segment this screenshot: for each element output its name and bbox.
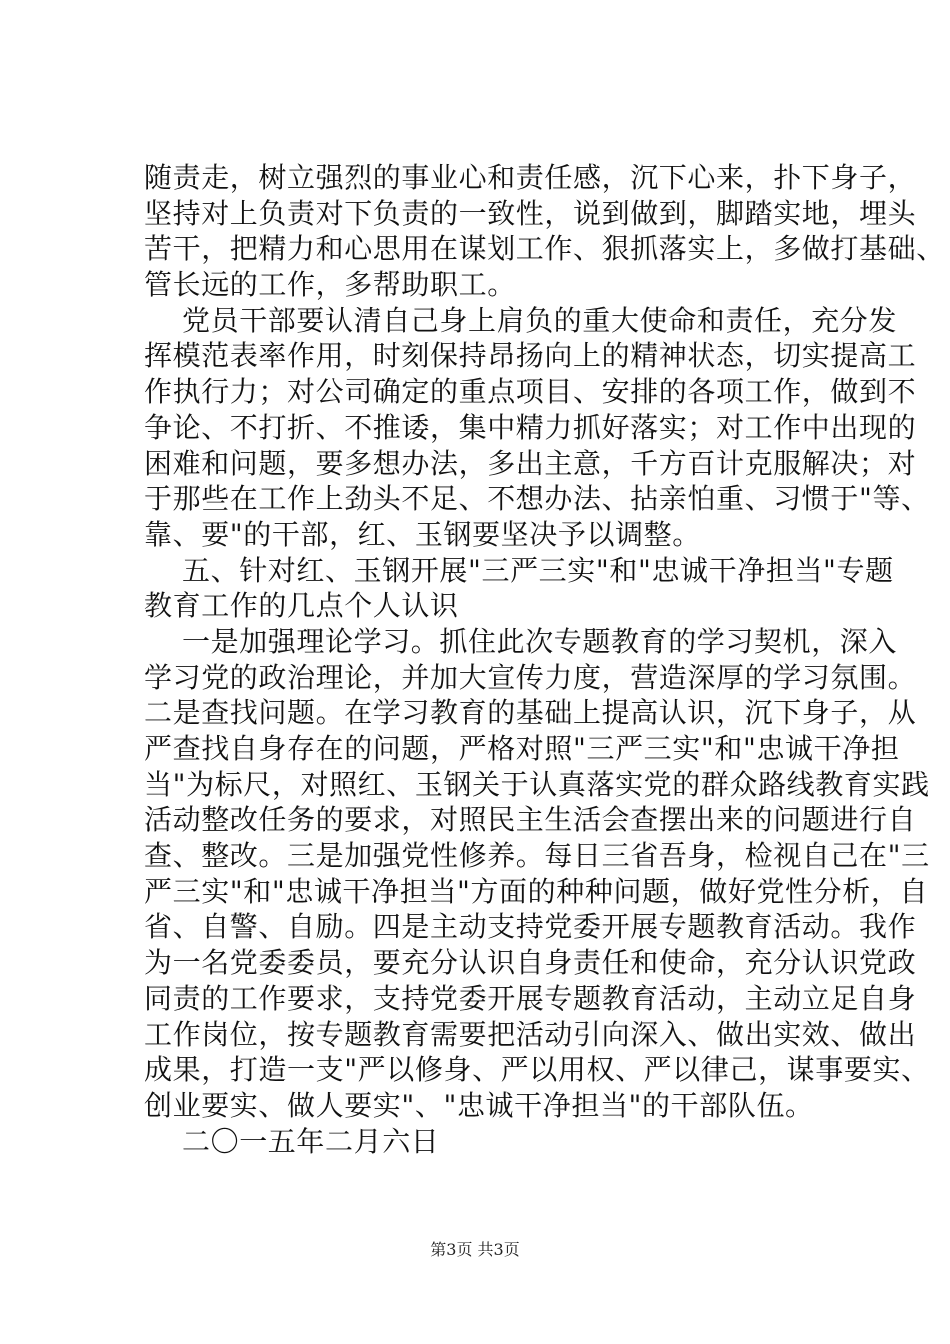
text-line: 活动整改任务的要求，对照民主生活会查摆出来的问题进行自 xyxy=(144,803,917,837)
document-body xyxy=(144,160,945,1159)
section-heading-five xyxy=(144,553,894,624)
text-line: 靠、要"的干部，红、玉钢要坚决予以调整。 xyxy=(144,517,701,551)
text-line: 同责的工作要求，支持党委开展专题教育活动，主动立足自身 xyxy=(144,981,917,1015)
text-line: 二是查找问题。在学习教育的基础上提高认识，沉下身子，从 xyxy=(144,696,917,730)
text-line: 坚持对上负责对下负责的一致性，说到做到，脚踏实地，埋头 xyxy=(144,196,917,230)
text-line: 严三实"和"忠诚干净担当"方面的种种问题，做好党性分析，自 xyxy=(144,874,929,908)
text-line: 困难和问题，要多想办法，多出主意，千方百计克服解决；对 xyxy=(144,446,917,480)
heading-line: 教育工作的几点个人认识 xyxy=(144,589,459,623)
text-line: 严查找自身存在的问题，严格对照"三严三实"和"忠诚干净担 xyxy=(144,732,900,765)
text-line: 省、自警、自励。四是主动支持党委开展专题教育活动。我作 xyxy=(144,910,917,944)
text-line: 查、整改。三是加强党性修养。每日三省吾身，检视自己在"三 xyxy=(144,839,930,873)
paragraph-party-cadres xyxy=(144,303,930,553)
page-number-footer: 第3页 共3页 xyxy=(430,1240,520,1259)
text-line: 挥模范表率作用，时刻保持昂扬向上的精神状态，切实提高工 xyxy=(144,339,917,373)
text-line: 争论、不打折、不推诿，集中精力抓好落实；对工作中出现的 xyxy=(144,410,917,444)
paragraph-work-attitude xyxy=(144,160,945,303)
text-line: 作执行力；对公司确定的重点项目、安排的各项工作，做到不 xyxy=(144,375,917,409)
text-line: 工作岗位，按专题教育需要把活动引向深入、做出实效、做出 xyxy=(144,1017,917,1051)
text-line: 随责走，树立强烈的事业心和责任感，沉下心来，扑下身子， xyxy=(144,161,917,194)
heading-line: 五、针对红、玉钢开展"三严三实"和"忠诚干净担当"专题 xyxy=(182,553,894,587)
text-line: 当"为标尺，对照红、玉钢关于认真落实党的群众路线教育实践 xyxy=(144,767,930,801)
text-line: 党员干部要认清自己身上肩负的重大使命和责任，充分发 xyxy=(182,303,898,337)
text-line: 于那些在工作上劲头不足、不想办法、拈亲怕重、习惯于"等、 xyxy=(144,482,930,516)
date-text: 二〇一五年二月六日 xyxy=(182,1124,440,1158)
text-line: 创业要实、做人要实"、"忠诚干净担当"的干部队伍。 xyxy=(144,1088,814,1122)
text-line: 为一名党委委员，要充分认识自身责任和使命，充分认识党政 xyxy=(144,946,917,980)
text-line: 学习党的政治理论，并加大宣传力度，营造深厚的学习氛围。 xyxy=(144,660,917,694)
text-line: 一是加强理论学习。抓住此次专题教育的学习契机，深入 xyxy=(182,624,898,658)
date-line xyxy=(144,1124,864,1160)
text-line: 苦干，把精力和心思用在谋划工作、狠抓落实上，多做打基础、 xyxy=(144,232,945,266)
paragraph-personal-understanding xyxy=(144,624,930,1124)
text-line: 管长远的工作，多帮助职工。 xyxy=(144,268,516,302)
text-line: 成果，打造一支"严以修身、严以用权、严以律己，谋事要实、 xyxy=(144,1053,930,1087)
